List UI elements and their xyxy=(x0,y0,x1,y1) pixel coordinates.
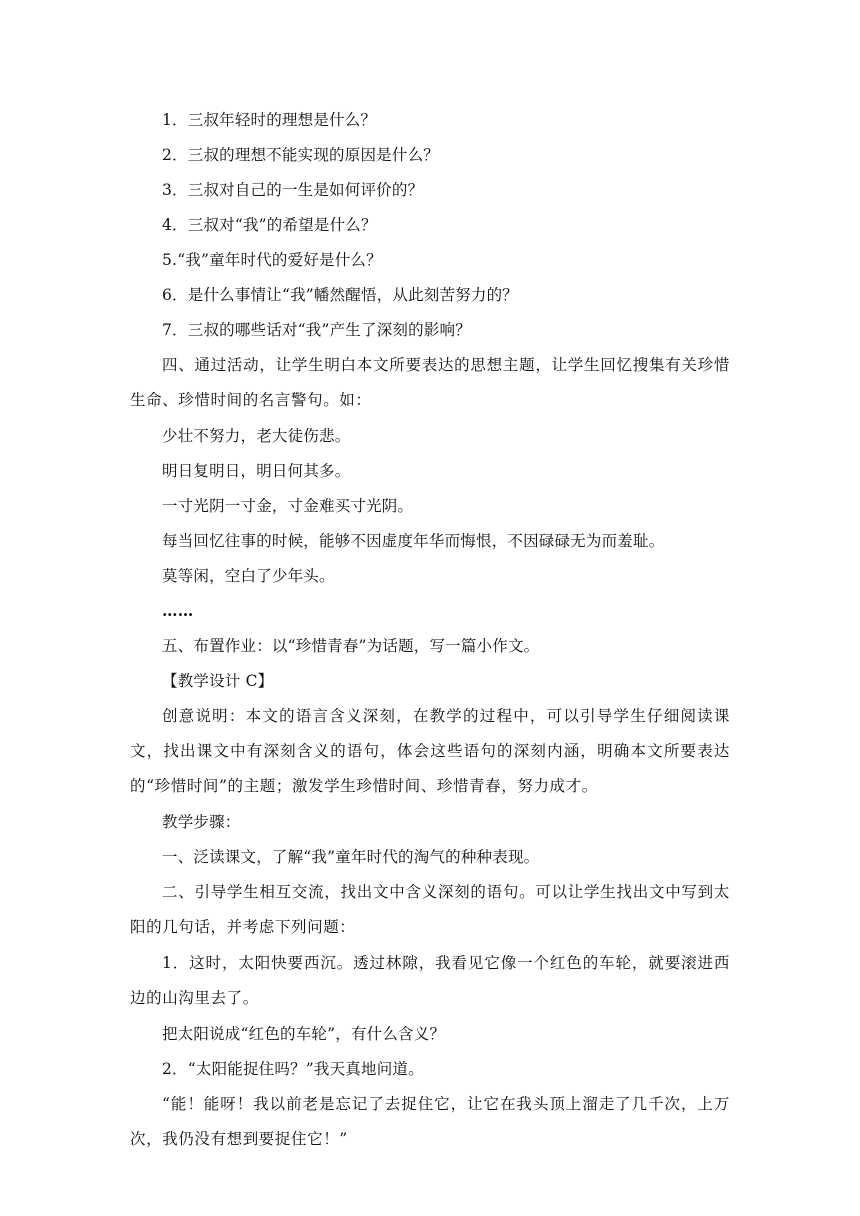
question-5: 5.“我”童年时代的爱好是什么？ xyxy=(162,251,382,269)
step-1: 一、泛读课文，了解“我”童年时代的淘气的种种表现。 xyxy=(162,848,540,866)
steps-heading: 教学步骤： xyxy=(162,813,241,831)
design-description: 创意说明：本文的语言含义深刻，在教学的过程中，可以引导学生仔细阅读课文，找出课文中有深刻含义的语句，体会这些语句的深刻内涵，明确本文所要表达的“珍惜时间”的主题；激发学生珍惜时间、珍惜青春，努力成才。 xyxy=(130,707,730,795)
sun-sentence-2: 2．“太阳能捉住吗？”我天真地问道。 xyxy=(162,1060,424,1078)
activity-paragraph: 四、通过活动，让学生明白本文所要表达的思想主题，让学生回忆搜集有关珍惜生命、珍惜时间的名言警句。如： xyxy=(130,356,730,409)
section-heading: 【教学设计 C】 xyxy=(162,672,274,690)
sun-question: 把太阳说成“红色的车轮”，有什么含义？ xyxy=(162,1025,446,1043)
question-6: 6．是什么事情让“我”幡然醒悟，从此刻苦努力的？ xyxy=(162,286,519,304)
question-1: 1．三叔年轻时的理想是什么？ xyxy=(162,111,377,129)
sun-sentence-1: 1．这时，太阳快要西沉。透过林隙，我看见它像一个红色的车轮，就要滚进西边的山沟里去了。 xyxy=(130,954,730,1007)
sun-quote: “能！能呀！我以前老是忘记了去捉住它，让它在我头顶上溜走了几千次，上万次，我仍没有想到要捉住它！” xyxy=(130,1095,730,1148)
ellipsis: …… xyxy=(162,601,194,620)
step-2-paragraph: 二、引导学生相互交流，找出文中含义深刻的语句。可以让学生找出文中写到太阳的几句话，并考虑下列问题： xyxy=(130,883,730,936)
question-7: 7．三叔的哪些话对“我”产生了深刻的影响？ xyxy=(162,321,471,339)
quote-4: 每当回忆往事的时候，能够不因虚度年华而悔恨，不因碌碌无为而羞耻。 xyxy=(162,532,665,550)
quote-2: 明日复明日，明日何其多。 xyxy=(162,462,351,480)
quote-1: 少壮不努力，老大徒伤悲。 xyxy=(162,427,351,445)
question-2: 2．三叔的理想不能实现的原因是什么？ xyxy=(162,146,439,164)
question-4: 4．三叔对“我”的希望是什么？ xyxy=(162,216,377,234)
question-3: 3．三叔对自己的一生是如何评价的？ xyxy=(162,181,424,199)
homework-line: 五、布置作业：以“珍惜青春”为话题，写一篇小作文。 xyxy=(162,637,540,655)
document-body xyxy=(130,110,730,1165)
quote-3: 一寸光阴一寸金，寸金难买寸光阴。 xyxy=(162,497,414,515)
quote-5: 莫等闲，空白了少年头。 xyxy=(162,567,335,585)
